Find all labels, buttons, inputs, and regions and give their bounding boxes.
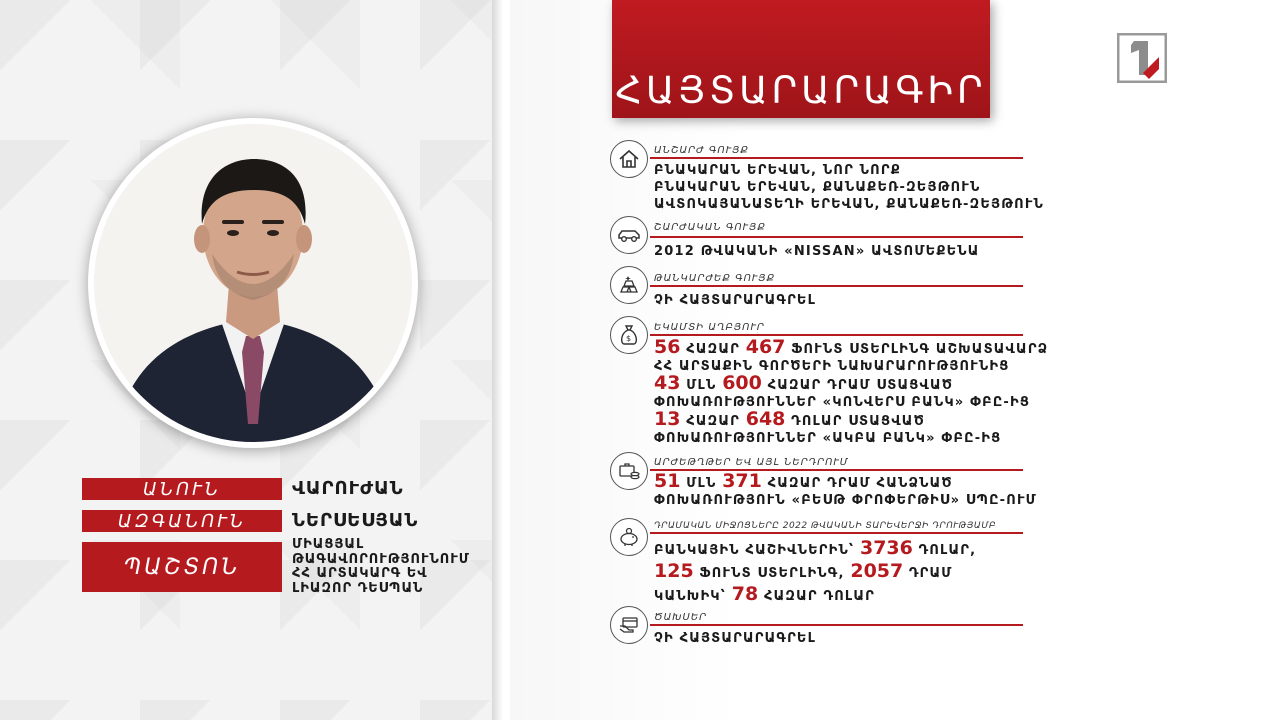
name-label: ԱՆՈՒՆ <box>143 478 221 500</box>
income-rule <box>650 334 1023 336</box>
briefcase-coins-icon <box>610 452 648 490</box>
income-number: 648 <box>745 408 786 430</box>
cash-number: 3736 <box>859 537 913 559</box>
securities-text: ՀԱԶԱՐ ԴՐԱՄ ՀԱՆՁՆԱԾ <box>767 476 953 491</box>
vehicle-text: 2012 ԹՎԱԿԱՆԻ «NISSAN» ԱՎՏՈՄԵՔԵՆԱ <box>654 244 980 259</box>
position-label-plate <box>82 542 282 592</box>
income-text: ՄԼՆ <box>686 378 717 393</box>
car-icon <box>610 216 648 254</box>
valuables-label: ԹԱՆԿԱՐԺԵՔ ԳՈՒՅՔ <box>654 273 776 284</box>
income-text: ՖՈՒՆՏ ՍՏԵՐԼԻՆԳ ԱՇԽԱՏԱՎԱՐՁ <box>791 342 1049 357</box>
securities-text: ՄԼՆ <box>686 476 717 491</box>
income-line <box>654 336 1049 358</box>
securities-rule <box>650 469 1023 471</box>
cash-text: ԴՈԼԱՐ, <box>918 543 977 558</box>
valuables-text: ՉԻ ՀԱՅՏԱՐԱՐԱԳՐԵԼ <box>654 293 817 308</box>
securities-line <box>654 470 1037 492</box>
svg-text:$: $ <box>626 334 632 343</box>
expenses-label: ԾԱԽՍԵՐ <box>654 612 708 623</box>
income-line: ՓՈԽԱՌՈՒԹՅՈՒՆՆԵՐ «ԿՈՆՎԵՐՍ ԲԱՆԿ» ՓԲԸ-ԻՑ <box>654 395 1031 410</box>
securities-line: ՓՈԽԱՌՈՒԹՅՈՒՆ «ԲԵՍԹ ՓՐՈՓԵՐԹԻՍ» ՍՊԸ-ՈՒՄ <box>654 493 1037 508</box>
cash-line <box>654 584 976 607</box>
real-estate-item: ԲՆԱԿԱՐԱՆ ԵՐԵՎԱՆ, ՆՈՐ ՆՈՐՔ <box>654 163 901 178</box>
page-title: ՀԱՅՏԱՐԱՐԱԳԻՐ <box>615 68 987 112</box>
cash-number: 2057 <box>850 560 904 582</box>
income-number: 56 <box>654 336 681 358</box>
vehicle-rule <box>650 236 1023 238</box>
position-line: ԹԱԳԱՎՈՐՈՒԹՅՈՒՆՈՒՄ <box>292 551 470 567</box>
income-line: ՀՀ ԱՐՏԱՔԻՆ ԳՈՐԾԵՐԻ ՆԱԽԱՐԱՐՈՒԹՅՈՒՆԻՑ <box>654 359 1010 374</box>
expenses-text: ՉԻ ՀԱՅՏԱՐԱՐԱԳՐԵԼ <box>654 631 817 646</box>
card-hand-icon <box>610 606 648 644</box>
piggy-bank-icon <box>610 518 648 556</box>
cash-line <box>654 538 976 561</box>
income-text: ՀԱԶԱՐ ԴՐԱՄ ՍՏԱՑՎԱԾ <box>767 378 954 393</box>
position-line: ՀՀ ԱՐՏԱԿԱՐԳ ԵՎ <box>292 566 428 581</box>
house-icon <box>610 140 648 178</box>
surname-label-plate <box>82 510 282 532</box>
position-line: ՄԻԱՑՅԱԼ <box>292 537 365 552</box>
income-number: 13 <box>654 408 681 430</box>
real-estate-item: ԲՆԱԿԱՐԱՆ ԵՐԵՎԱՆ, ՔԱՆԱՔԵՌ-ԶԵՅԹՈՒՆ <box>654 180 981 195</box>
name-label-plate <box>82 478 282 500</box>
cash-line <box>654 561 976 584</box>
portrait-frame <box>88 118 418 448</box>
portrait-photo <box>94 124 412 442</box>
income-line <box>654 408 1048 430</box>
securities-list <box>654 470 1037 509</box>
valuables-rule <box>650 285 1023 287</box>
person-silhouette-icon <box>94 124 412 442</box>
securities-number: 371 <box>722 470 762 492</box>
cash-list <box>654 538 976 607</box>
cash-text: ՀԱԶԱՐ ԴՈԼԱՐ <box>763 589 875 604</box>
gold-bars-icon <box>610 266 648 304</box>
vehicle-label: ՇԱՐԺԱԿԱՆ ԳՈՒՅՔ <box>654 222 766 233</box>
position-value <box>292 538 470 596</box>
position-line: ԼԻԱԶՈՐ ԴԵՍՊԱՆ <box>292 580 424 596</box>
real-estate-label: ԱՆՇԱՐԺ ԳՈՒՅՔ <box>654 145 749 156</box>
cash-text: ԿԱՆԽԻԿ՝ <box>654 589 727 604</box>
surname-value: ՆԵՐՍԵՍՅԱՆ <box>292 510 419 531</box>
cash-rule <box>650 532 1023 534</box>
income-list <box>654 336 1049 447</box>
name-value: ՎԱՐՈՒԺԱՆ <box>292 478 404 499</box>
income-number: 467 <box>745 336 786 358</box>
income-label: ԵԿԱՄՏԻ ԱՂԲՅՈՒՐ <box>654 322 765 333</box>
securities-number: 51 <box>654 470 681 492</box>
income-line <box>654 372 1048 394</box>
real-estate-list <box>654 162 1044 213</box>
channel-logo-icon <box>1117 33 1167 83</box>
cash-number: 78 <box>731 583 759 605</box>
cash-number: 125 <box>654 560 694 582</box>
surname-label: ԱԶԳԱՆՈՒՆ <box>117 510 247 532</box>
cash-text: ԲԱՆԿԱՅԻՆ ՀԱՇԻՎՆԵՐԻՆ՝ <box>654 543 855 558</box>
securities-label: ԱՐԺԵԹՂԹԵՐ ԵՎ ԱՅԼ ՆԵՐԴՐՈՒՄ <box>654 457 849 468</box>
real-estate-rule <box>650 157 1023 159</box>
income-text: ԴՈԼԱՐ ՍՏԱՑՎԱԾ <box>791 414 926 429</box>
income-line: ՓՈԽԱՌՈՒԹՅՈՒՆՆԵՐ «ԱԿԲԱ ԲԱՆԿ» ՓԲԸ-ԻՑ <box>654 431 1002 446</box>
expenses-rule <box>650 624 1023 626</box>
money-bag-icon <box>610 316 648 354</box>
income-text: ՀԱԶԱՐ <box>686 414 740 429</box>
cash-label: ԴՐԱՄԱԿԱՆ ՄԻՋՈՑՆԵՐԸ 2022 ԹՎԱԿԱՆԻ ՏԱՐԵՎԵՐՋԻ ԴՐՈՒԹՅԱՄԲ <box>654 521 997 531</box>
cash-text: ԴՐԱՄ <box>908 566 953 581</box>
income-number: 600 <box>722 372 762 394</box>
income-text: ՀԱԶԱՐ <box>686 342 740 357</box>
cash-text: ՖՈՒՆՏ ՍՏԵՐԼԻՆԳ, <box>699 566 845 581</box>
position-label: ՊԱՇՏՈՆ <box>123 554 241 580</box>
income-number: 43 <box>654 372 681 394</box>
panel-divider <box>492 0 510 720</box>
real-estate-item: ԱՎՏՈԿԱՅԱՆԱՏԵՂԻ ԵՐԵՎԱՆ, ՔԱՆԱՔԵՌ-ԶԵՅԹՈՒՆ <box>654 197 1045 212</box>
